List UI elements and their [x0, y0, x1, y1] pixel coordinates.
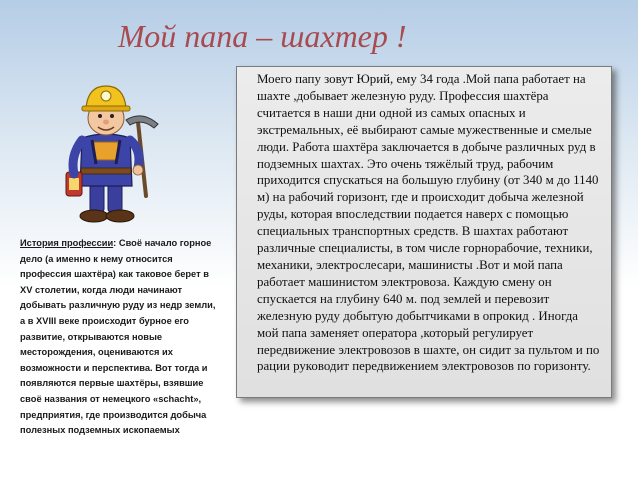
history-heading: История профессии: [20, 238, 114, 248]
miner-shirt: [94, 142, 118, 160]
miner-illustration: [52, 78, 164, 228]
lantern-light: [69, 178, 79, 190]
miner-belt: [81, 168, 131, 174]
miner-hand: [133, 165, 143, 175]
headlamp-icon: [101, 91, 111, 101]
pickaxe-head: [126, 116, 158, 128]
history-separator: :: [113, 238, 119, 248]
slide-title: Мой папа – шахтер !: [118, 18, 407, 54]
story-text: Моего папу зовут Юрий, ему 34 года .Мой папа работает на шахте ,добывает железную руду. Профессия шахтёра считается в наши дни одной из самых опасных и экстремальных, её выбирают самые мужественные и смелые люди. Работа шахтёра заключается в добыче различных руд в подземных шахтах. Это очень тяжёлый труд, рабочим приходится спускаться на большую глубину (от 340 м до 1140 м) на рабочий горизонт, где и происходит добыча железной руды, которая впоследствии подается наверх с помощью специальных транспортных средств. В шахтах работают различные специалисты, в том числе горнорабочие, техники, механики, электрослесари, машинисты .Вот и мой папа работает машинистом электровоза. Каждую смену он спускается на глубину 640 м. под землей и перевозит железную руду добытую добытчиками в опрокид . Иногда мой папа заменяет оператора ,который регулирует передвижение электровозов в шахте, он сидит за пультом и по рации руководит передвижением электровозов по горизонту.: [257, 72, 600, 374]
history-body: Своё начало горное дело (а именно к нему относится профессия шахтёра) как таковое берет в XV столетии, когда люди начинают добывать различную руду из недр земли, а в XVIII веке происходит бурное его развитие, открываются новые месторождения, оцениваются их возможности и перспектива. Вот тогда и появляются первые шахтёры, взявшие своё названия от немецкого «schacht», предприятия, где производится добыча полезных подземных ископаемых: [20, 238, 216, 436]
miner-boot-right: [106, 210, 134, 222]
story-text-box: [236, 66, 612, 398]
miner-boot-left: [80, 210, 108, 222]
profession-history: [20, 236, 220, 439]
